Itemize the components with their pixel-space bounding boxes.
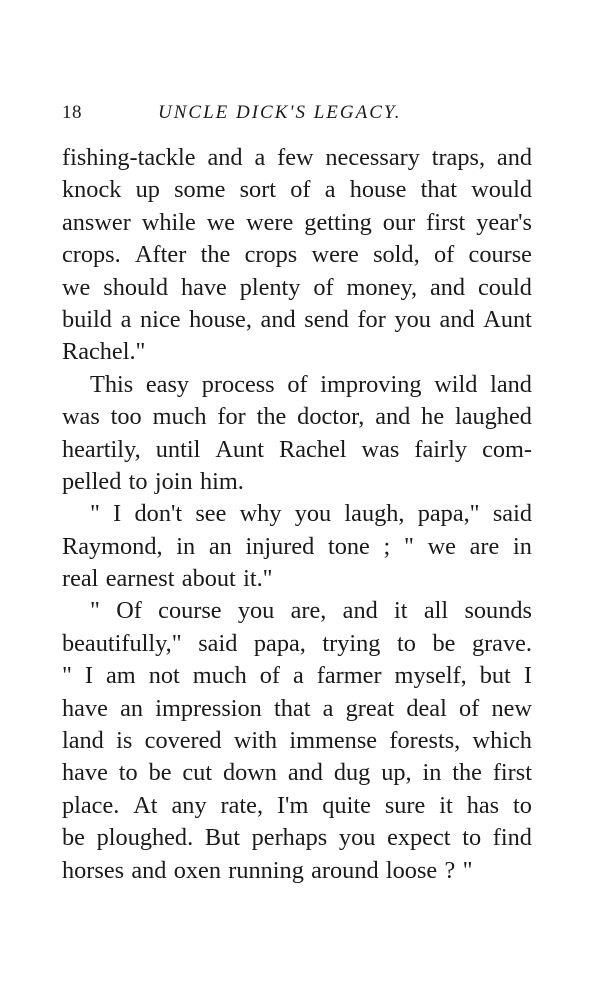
word: grave. xyxy=(471,629,532,657)
word: have xyxy=(62,759,108,787)
word: should xyxy=(103,273,169,301)
word: This xyxy=(90,370,134,398)
word: not xyxy=(148,662,180,690)
text-line xyxy=(62,466,532,498)
word: an xyxy=(208,532,232,560)
word: sure xyxy=(384,791,426,819)
word: are xyxy=(469,532,500,560)
word: necessary xyxy=(325,144,420,171)
text-line xyxy=(62,757,532,789)
text-line xyxy=(62,725,532,757)
word: to xyxy=(128,467,148,495)
word: wild xyxy=(434,370,478,398)
word: Rachel xyxy=(279,435,347,463)
word: heartily, xyxy=(62,435,141,463)
word: improving xyxy=(320,370,422,398)
word: but xyxy=(479,662,511,690)
text-line xyxy=(62,272,532,304)
word: could xyxy=(477,273,532,301)
word: and xyxy=(287,759,323,787)
word: com- xyxy=(482,435,532,463)
word: he xyxy=(421,403,445,431)
text-line xyxy=(62,693,532,725)
word: land xyxy=(62,727,104,755)
word: I xyxy=(84,662,94,690)
word: while xyxy=(141,208,196,236)
word: said xyxy=(198,629,238,657)
word: papa," xyxy=(417,500,480,528)
word: and xyxy=(207,144,243,171)
word: don't xyxy=(134,500,183,528)
word: have xyxy=(180,273,227,301)
word: After xyxy=(135,241,187,269)
word: be xyxy=(62,824,85,852)
word: all xyxy=(423,597,449,625)
word: which xyxy=(472,727,532,755)
text-line xyxy=(62,855,532,887)
word: ploughed. xyxy=(96,824,194,852)
word: fishing-tackle xyxy=(62,144,196,171)
word: has xyxy=(466,791,500,819)
word: Raymond, xyxy=(62,532,163,560)
word: laugh, xyxy=(344,500,405,528)
word: getting xyxy=(304,208,372,236)
word: we xyxy=(62,273,91,301)
word: fairly xyxy=(414,435,468,463)
word: a xyxy=(322,694,334,722)
word: process xyxy=(201,370,275,398)
text-line xyxy=(62,207,532,239)
text-line xyxy=(62,401,532,433)
word: for xyxy=(357,305,386,333)
word: I'm xyxy=(276,791,309,819)
word: rate, xyxy=(220,791,264,819)
word: " xyxy=(90,597,100,625)
word: for xyxy=(217,403,246,431)
word: the xyxy=(200,241,231,269)
word: laughed xyxy=(454,403,532,431)
word: and xyxy=(131,856,167,884)
word: horses xyxy=(62,856,125,884)
word: pelled xyxy=(62,467,122,495)
word: was xyxy=(62,403,100,431)
text-line xyxy=(62,595,532,627)
word: of xyxy=(433,241,455,269)
text-line xyxy=(62,563,532,595)
page-header xyxy=(62,102,532,132)
word: of xyxy=(313,273,334,301)
word: immense xyxy=(289,727,378,755)
text-line xyxy=(62,304,532,336)
word: and xyxy=(496,144,532,171)
word: forests, xyxy=(389,727,461,755)
word: an xyxy=(120,694,143,722)
word: and xyxy=(260,305,296,333)
word: impression xyxy=(155,694,262,722)
text-line xyxy=(62,531,532,563)
word: have xyxy=(62,694,108,722)
text-line xyxy=(62,336,532,368)
text-line xyxy=(62,790,532,822)
word: But xyxy=(204,824,240,852)
word: sold, xyxy=(373,241,420,269)
word: were xyxy=(246,208,294,236)
word: cut xyxy=(182,759,213,787)
text-line xyxy=(62,142,532,174)
word: traps, xyxy=(431,144,486,171)
word: it xyxy=(394,597,408,625)
word: deal xyxy=(406,694,447,722)
word: see xyxy=(195,500,227,528)
word: expect xyxy=(387,824,451,852)
word: few xyxy=(277,144,314,171)
word: beautifully," xyxy=(62,629,182,657)
word: much xyxy=(152,403,207,431)
word: up, xyxy=(381,759,412,787)
word: are, xyxy=(290,597,327,625)
text-line xyxy=(62,660,532,692)
word: join xyxy=(154,467,193,495)
word: house xyxy=(349,176,407,204)
word: tone xyxy=(327,532,370,560)
running-head: UNCLE DICK'S LEGACY. xyxy=(158,102,402,123)
word: farmer xyxy=(316,662,382,690)
word: be xyxy=(148,759,172,787)
word: perhaps xyxy=(251,824,328,852)
word: Aunt xyxy=(483,305,532,333)
word: to xyxy=(118,759,138,787)
word: some xyxy=(174,176,226,204)
word: At xyxy=(133,791,158,819)
word: and xyxy=(375,403,411,431)
text-line xyxy=(62,174,532,206)
text-line xyxy=(62,822,532,854)
word: money, xyxy=(346,273,418,301)
word: first xyxy=(492,759,532,787)
word: until xyxy=(155,435,201,463)
word: you xyxy=(394,305,431,333)
word: that xyxy=(420,176,458,204)
word: sort xyxy=(239,176,277,204)
text-line xyxy=(62,369,532,401)
word: Aunt xyxy=(215,435,264,463)
word: too xyxy=(110,403,142,431)
word: injured xyxy=(245,532,315,560)
page-number: 18 xyxy=(62,102,82,123)
word: myself, xyxy=(394,662,467,690)
word: of xyxy=(259,662,280,690)
word: be xyxy=(432,629,456,657)
word: am xyxy=(106,662,136,690)
word: a xyxy=(293,662,304,690)
word: the xyxy=(256,403,287,431)
text-line xyxy=(62,498,532,530)
word: said xyxy=(492,500,532,528)
word: a xyxy=(254,144,266,171)
word: Of xyxy=(116,597,142,625)
word: were xyxy=(311,241,359,269)
text-line xyxy=(62,434,532,466)
word: was xyxy=(361,435,400,463)
word: trying xyxy=(322,629,381,657)
word: " xyxy=(403,532,414,560)
word: down xyxy=(222,759,277,787)
word: a xyxy=(324,176,336,204)
word: I xyxy=(113,500,122,528)
body-text xyxy=(62,142,532,887)
word: I xyxy=(523,662,532,690)
text-line xyxy=(62,239,532,271)
word: ; xyxy=(383,532,391,560)
word: to xyxy=(462,824,482,852)
word: our xyxy=(382,208,416,236)
word: plenty xyxy=(239,273,301,301)
word: answer xyxy=(62,208,131,236)
word: of xyxy=(290,176,311,204)
word: up xyxy=(135,176,160,204)
word: is xyxy=(116,727,133,755)
word: any xyxy=(171,791,207,819)
word: running xyxy=(228,856,304,884)
word: in xyxy=(176,532,196,560)
word: ? xyxy=(444,856,456,884)
word: " xyxy=(62,662,72,690)
word: real xyxy=(62,565,99,593)
word: course xyxy=(468,241,532,269)
word: doctor, xyxy=(297,403,365,431)
word: much xyxy=(192,662,247,690)
word: earnest xyxy=(105,565,175,593)
word: that xyxy=(274,694,311,722)
word: year's xyxy=(476,208,532,236)
word: Rachel." xyxy=(62,338,146,366)
word: him. xyxy=(199,467,244,495)
word: place. xyxy=(62,791,120,819)
word: knock xyxy=(62,176,122,204)
word: quite xyxy=(322,791,371,819)
word: of xyxy=(287,370,308,398)
word: land xyxy=(490,370,532,398)
word: crops xyxy=(244,241,298,269)
word: and xyxy=(342,597,378,625)
word: would xyxy=(471,176,532,204)
word: of xyxy=(459,694,480,722)
word: first xyxy=(426,208,466,236)
word: and xyxy=(439,305,475,333)
word: in xyxy=(422,759,442,787)
word: a xyxy=(120,305,132,333)
word: house, xyxy=(189,305,252,333)
word: loose xyxy=(385,856,438,884)
word: it xyxy=(439,791,453,819)
word: to xyxy=(513,791,532,819)
word: " xyxy=(462,856,473,884)
word: nice xyxy=(140,305,181,333)
word: covered xyxy=(144,727,222,755)
word: we xyxy=(206,208,236,236)
text-line xyxy=(62,628,532,660)
word: it." xyxy=(243,565,273,593)
word: why xyxy=(239,500,282,528)
word: papa, xyxy=(253,629,306,657)
word: around xyxy=(311,856,379,884)
word: send xyxy=(304,305,349,333)
word: crops. xyxy=(62,241,121,269)
word: to xyxy=(397,629,416,657)
word: course xyxy=(158,597,222,625)
word: the xyxy=(452,759,482,787)
word: we xyxy=(427,532,456,560)
word: build xyxy=(62,305,112,333)
word: " xyxy=(90,500,100,528)
word: dug xyxy=(333,759,371,787)
word: great xyxy=(345,694,395,722)
word: you xyxy=(237,597,275,625)
word: and xyxy=(429,273,466,301)
word: you xyxy=(338,824,376,852)
word: about xyxy=(181,565,236,593)
word: easy xyxy=(145,370,190,398)
word: oxen xyxy=(173,856,221,884)
word: with xyxy=(233,727,278,755)
word: sounds xyxy=(464,597,532,625)
word: new xyxy=(491,694,532,722)
word: you xyxy=(294,500,332,528)
word: find xyxy=(492,824,532,852)
word: in xyxy=(512,532,532,560)
